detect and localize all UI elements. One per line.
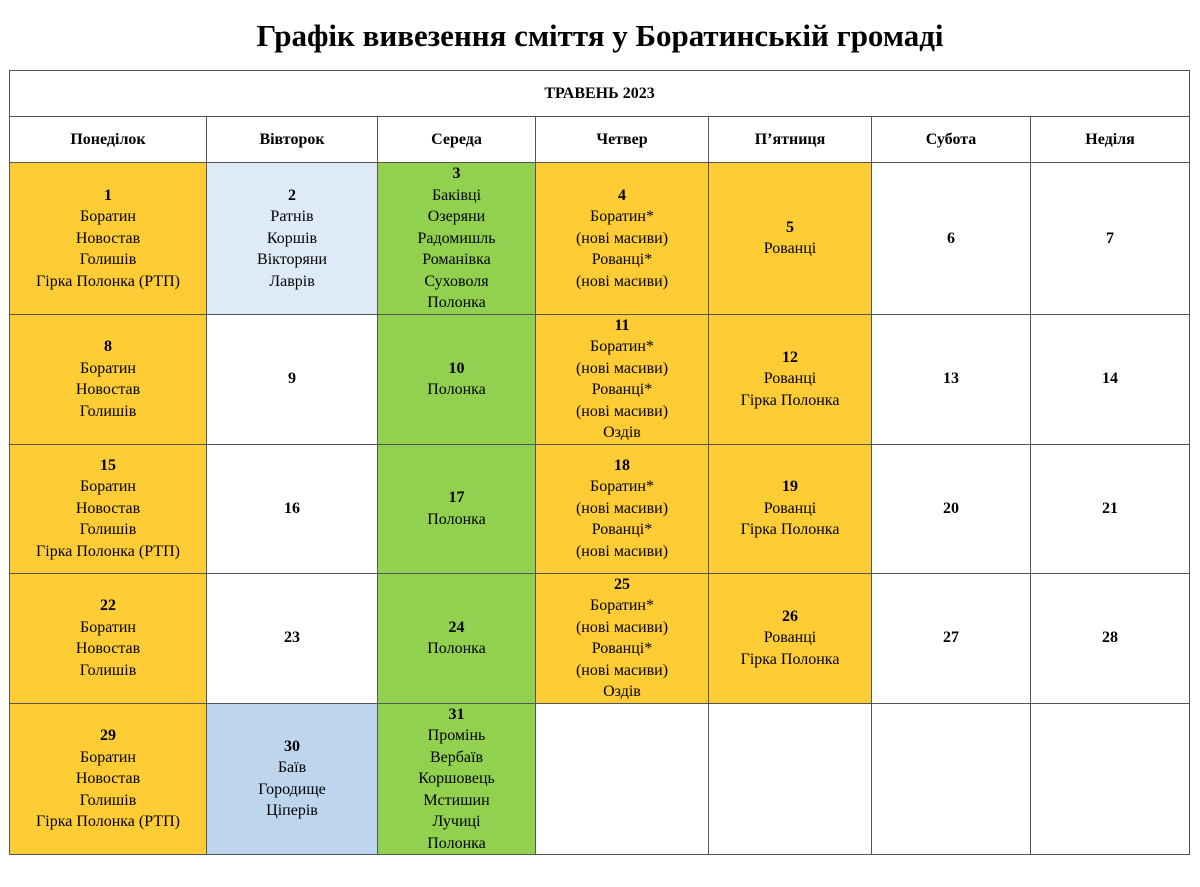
settlement-name: Боратин* <box>590 478 654 496</box>
page-title: Графік вивезення сміття у Боратинській громаді <box>256 18 944 53</box>
settlement-name: Боратин <box>80 478 136 496</box>
day-cell <box>1031 573 1190 703</box>
settlement-name: Коршовець <box>418 770 495 787</box>
day-number: 11 <box>614 316 630 334</box>
settlement-name: (нові масиви) <box>575 499 669 517</box>
day-cell <box>872 314 1031 444</box>
day-number: 6 <box>947 229 955 247</box>
settlement-name: Коршів <box>266 229 318 247</box>
day-cell <box>536 163 709 315</box>
settlement-name: Новостав <box>75 770 141 787</box>
empty-day-cell <box>872 703 1031 855</box>
day-number: 28 <box>1102 629 1119 647</box>
settlement-name: Рованці <box>763 370 817 388</box>
settlement-name: Полонка <box>427 294 486 311</box>
empty-day-cell <box>536 703 709 855</box>
settlement-name: Рованці* <box>591 381 653 398</box>
calendar-week-row <box>10 703 1190 855</box>
day-number: 26 <box>782 607 798 625</box>
day-cell <box>207 163 378 315</box>
day-cell <box>378 444 536 573</box>
settlement-name: Гірка Полонка <box>740 391 840 409</box>
day-cell <box>536 444 709 573</box>
settlement-name: Новостав <box>75 640 141 657</box>
settlement-name: Полонка <box>427 834 486 852</box>
weekday-tuesday: Вівторок <box>207 117 378 163</box>
day-number: 12 <box>782 348 798 366</box>
day-cell <box>872 163 1031 315</box>
day-number: 27 <box>943 629 959 647</box>
empty-day-cell <box>709 703 872 855</box>
settlement-name: Оздів <box>603 424 641 441</box>
day-number: 22 <box>100 597 116 614</box>
settlement-name: Голишів <box>79 791 137 809</box>
day-cell <box>709 573 872 703</box>
settlement-name: (нові масиви) <box>575 402 669 420</box>
day-cell <box>872 573 1031 703</box>
day-cell <box>207 314 378 444</box>
day-cell <box>536 573 709 703</box>
day-cell <box>1031 444 1190 573</box>
settlement-name: Радомишль <box>417 229 496 247</box>
settlement-name: Гірка Полонка <box>740 521 840 539</box>
schedule-table <box>9 70 1190 855</box>
calendar-week-row <box>10 314 1190 444</box>
settlement-name: Романівка <box>422 251 491 268</box>
day-number: 13 <box>943 370 959 388</box>
day-number: 20 <box>943 499 959 517</box>
day-number: 4 <box>618 186 626 204</box>
day-number: 1 <box>104 186 112 204</box>
settlement-name: (нові масиви) <box>575 229 669 247</box>
calendar-weeks <box>10 163 1190 855</box>
day-cell <box>709 163 872 315</box>
settlement-name: Боратин* <box>590 208 654 225</box>
settlement-name: Вербаїв <box>429 748 483 766</box>
settlement-name: Боратин <box>80 748 136 766</box>
calendar-week-row <box>10 163 1190 315</box>
settlement-name: Лаврів <box>269 272 315 290</box>
settlement-name: Оздів <box>603 683 641 700</box>
settlement-name: Боратин <box>80 359 136 377</box>
settlement-name: (нові масиви) <box>575 661 669 679</box>
day-cell <box>10 314 207 444</box>
day-number: 29 <box>100 727 116 744</box>
settlement-name: Городище <box>258 780 326 798</box>
weekday-thursday: Четвер <box>536 117 709 163</box>
settlement-name: Вікторяни <box>257 251 327 268</box>
day-number: 10 <box>448 359 465 377</box>
day-number: 15 <box>100 456 116 474</box>
settlement-name: Рованці <box>763 499 817 517</box>
settlement-name: Голишів <box>79 661 137 679</box>
settlement-name: (нові масиви) <box>575 272 669 290</box>
month-header-row <box>10 71 1190 117</box>
day-number: 9 <box>288 370 296 388</box>
month-title: ТРАВЕНЬ 2023 <box>10 71 1190 117</box>
day-cell <box>378 163 536 315</box>
settlement-name: Промінь <box>427 727 486 744</box>
settlement-name: Полонка <box>427 510 486 528</box>
settlement-name: Рованці* <box>591 251 653 268</box>
settlement-name: Ратнів <box>270 208 314 225</box>
settlement-name: Баківці <box>431 186 482 204</box>
day-number: 2 <box>288 186 296 204</box>
settlement-name: Лучиці <box>432 813 481 830</box>
settlement-name: Новостав <box>75 381 141 398</box>
day-number: 8 <box>104 338 112 355</box>
day-cell <box>207 573 378 703</box>
settlement-name: Мстишин <box>423 791 490 809</box>
calendar-week-row <box>10 444 1190 573</box>
weekday-monday: Понеділок <box>10 117 207 163</box>
settlement-name: Баїв <box>277 759 307 777</box>
settlement-name: Голишів <box>79 402 137 420</box>
settlement-name: Суховоля <box>424 272 489 290</box>
settlement-name: Боратин <box>80 618 136 636</box>
day-cell <box>10 703 207 855</box>
settlement-name: Ціперів <box>266 802 318 820</box>
day-number: 24 <box>448 618 465 636</box>
day-cell <box>709 444 872 573</box>
weekday-header-row <box>10 117 1190 163</box>
settlement-name: Озеряни <box>427 208 486 225</box>
settlement-name: Боратин* <box>590 597 654 614</box>
settlement-name: Гірка Полонка <box>740 650 840 668</box>
settlement-name: Новостав <box>75 229 141 247</box>
settlement-name: Гірка Полонка (РТП) <box>36 542 180 560</box>
day-number: 19 <box>782 478 798 496</box>
settlement-name: Голишів <box>79 521 137 539</box>
day-cell <box>207 444 378 573</box>
day-number: 31 <box>448 705 465 723</box>
calendar-week-row <box>10 573 1190 703</box>
day-number: 25 <box>614 575 630 593</box>
weekday-wednesday: Середа <box>378 117 536 163</box>
day-cell <box>10 573 207 703</box>
day-number: 5 <box>786 218 794 236</box>
day-cell <box>10 444 207 573</box>
day-number: 30 <box>284 737 300 755</box>
day-number: 14 <box>1102 370 1119 388</box>
day-cell <box>207 703 378 855</box>
settlement-name: (нові масиви) <box>575 359 669 377</box>
settlement-name: Гірка Полонка (РТП) <box>36 272 180 290</box>
day-cell <box>536 314 709 444</box>
settlement-name: Рованці <box>763 629 817 647</box>
settlement-name: Боратин* <box>590 338 654 355</box>
day-number: 23 <box>284 629 300 647</box>
settlement-name: Полонка <box>427 381 486 398</box>
day-cell <box>709 314 872 444</box>
day-number: 21 <box>1102 499 1119 517</box>
day-number: 18 <box>614 456 630 474</box>
settlement-name: Гірка Полонка (РТП) <box>36 813 180 830</box>
day-number: 17 <box>448 489 465 506</box>
settlement-name: Рованці <box>763 240 817 258</box>
day-number: 16 <box>284 499 300 517</box>
settlement-name: (нові масиви) <box>575 542 669 560</box>
day-cell <box>378 573 536 703</box>
day-number: 3 <box>452 165 461 182</box>
day-number: 7 <box>1106 229 1115 247</box>
settlement-name: Рованці* <box>591 521 653 539</box>
settlement-name: Полонка <box>427 640 486 657</box>
weekday-saturday: Субота <box>872 117 1031 163</box>
weekday-friday: П’ятниця <box>709 117 872 163</box>
settlement-name: Боратин <box>80 208 136 225</box>
settlement-name: Новостав <box>75 499 141 517</box>
day-cell <box>10 163 207 315</box>
day-cell <box>378 703 536 855</box>
day-cell <box>378 314 536 444</box>
day-cell <box>1031 314 1190 444</box>
settlement-name: Голишів <box>79 251 137 268</box>
empty-day-cell <box>1031 703 1190 855</box>
settlement-name: Рованці* <box>591 640 653 657</box>
day-cell <box>872 444 1031 573</box>
weekday-sunday: Неділя <box>1031 117 1190 163</box>
day-cell <box>1031 163 1190 315</box>
settlement-name: (нові масиви) <box>575 618 669 636</box>
